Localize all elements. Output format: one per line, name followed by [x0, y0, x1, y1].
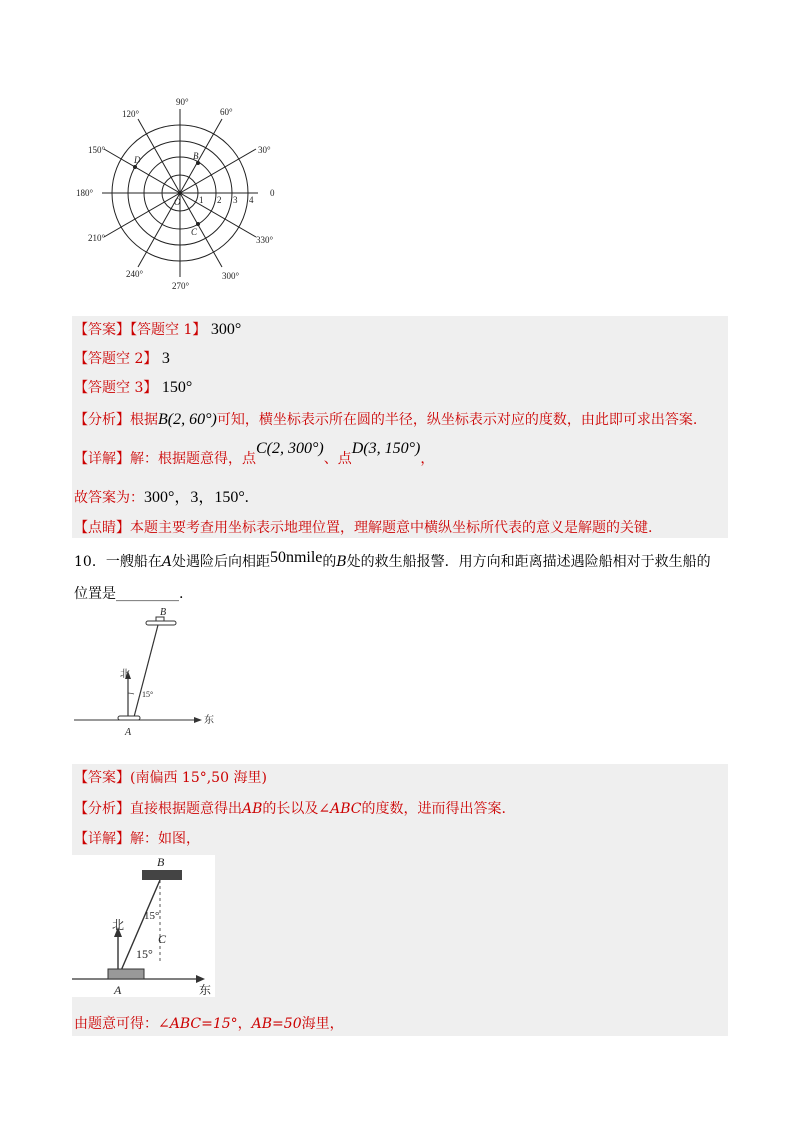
q9-blank3-line	[74, 378, 192, 398]
fig2-label-c: C	[158, 932, 167, 946]
detail-point-c: C(2, 300°)	[256, 440, 324, 457]
fig1-label-east: 东	[204, 715, 214, 726]
q10-point-b: B	[336, 554, 347, 570]
east-arrowhead	[194, 717, 202, 723]
q10-figure-2	[72, 855, 215, 997]
answer-blank: _________	[116, 586, 179, 602]
analysis-tag: 【分析】	[74, 412, 130, 428]
line-ab	[134, 625, 158, 717]
radius-label: 4	[249, 195, 254, 205]
fig2-label-angle1: 15°	[136, 947, 153, 961]
fig1-label-a: A	[125, 727, 132, 738]
detail-text: 解：如图，	[130, 831, 200, 847]
result-sep: ，	[237, 1016, 252, 1032]
result-prefix: 由题意可得：	[74, 1016, 158, 1032]
q10-result-line	[74, 1014, 344, 1034]
q10-figure-1	[70, 605, 220, 740]
answer-value: (南偏西 15°,50 海里)	[130, 770, 267, 786]
analysis-text: 可知，横坐标表示所在圆的半径，纵坐标表示对应的度数，由此即可求出答案.	[216, 412, 698, 428]
fig1-label-angle: 15°	[142, 690, 154, 699]
point-label-d: D	[134, 155, 141, 165]
q10-point-a: A	[161, 554, 172, 570]
q10-question-line1	[74, 549, 711, 572]
q9-blank2-line	[74, 349, 170, 369]
analysis-point-b: B(2, 60°)	[158, 411, 217, 428]
detail-tag: 【详解】	[74, 451, 130, 467]
radius-label: 3	[233, 195, 238, 205]
q10-analysis-line	[74, 799, 506, 819]
q9-detail-line	[74, 440, 435, 469]
angle-label: 270°	[172, 281, 190, 291]
final-value: 300°，3，150°.	[144, 489, 249, 506]
detail-point-d: D(3, 150°)	[351, 440, 421, 457]
angle-label: 240°	[126, 269, 144, 279]
point-b	[196, 161, 200, 165]
analysis-prefix: 根据	[130, 412, 158, 428]
angle-label: 330°	[256, 235, 274, 245]
detail-mid: 、点	[323, 451, 352, 467]
origin-label: O	[174, 197, 181, 207]
radius-label: 1	[199, 195, 204, 205]
final-prefix: 故答案为：	[74, 490, 144, 506]
q10-text: 处的救生船报警．用方向和距离描述遇险船相对于救生船的	[346, 554, 711, 570]
angle-label: 120°	[122, 109, 140, 119]
detail-prefix: 解：根据题意得，点	[130, 451, 256, 467]
q10-text: 的	[322, 554, 337, 570]
angle-label: 150°	[88, 145, 106, 155]
angle-label: 180°	[76, 188, 94, 198]
detail-end: ，	[420, 451, 435, 467]
angle-label: 60°	[220, 107, 233, 117]
blank1-value: 300°	[210, 321, 242, 338]
q10-detail-line	[74, 829, 200, 849]
q9-answer-line	[74, 320, 241, 340]
answer-tag: 【答案】	[74, 322, 130, 338]
ship-b-block	[142, 870, 182, 880]
angle-label: 300°	[222, 271, 240, 281]
fig2-label-b: B	[157, 855, 165, 869]
point-label-c: C	[191, 227, 198, 237]
q10-text: 位置是	[74, 586, 116, 602]
angle-arc	[128, 693, 134, 694]
q10-period: .	[179, 586, 184, 602]
fig1-label-north: 北	[120, 669, 130, 680]
blank3-tag: 【答题空 3】	[74, 380, 158, 396]
q9-comment-line	[74, 518, 652, 538]
blank3-value: 150°	[161, 379, 193, 396]
fig2-label-angle2: 15°	[144, 910, 160, 922]
ship-b-shape	[146, 621, 176, 625]
point-label-b: B	[193, 151, 199, 161]
fig1-label-b: B	[160, 607, 167, 618]
analysis-ab: AB	[242, 801, 263, 817]
result-angle: ∠ABC=15°	[158, 1016, 238, 1032]
angle-label: 210°	[88, 233, 106, 243]
blank2-tag: 【答题空 2】	[74, 351, 158, 367]
q9-analysis-line	[74, 410, 697, 430]
blank1-tag: 【答题空 1】	[130, 322, 207, 338]
fig2-label-east: 东	[199, 983, 212, 997]
polar-coordinate-figure	[70, 95, 290, 295]
q10-question-line2	[74, 584, 183, 604]
analysis-tag: 【分析】	[74, 801, 130, 817]
point-d	[133, 165, 137, 169]
ship-a-block	[108, 969, 144, 979]
analysis-angle: ∠ABC	[318, 801, 362, 817]
result-ab: AB=50	[251, 1016, 302, 1032]
result-text: 海里，	[301, 1016, 344, 1032]
analysis-mid: 的长以及	[262, 801, 319, 817]
detail-tag: 【详解】	[74, 831, 130, 847]
q10-answer-line	[74, 768, 267, 788]
blank2-value: 3	[161, 350, 170, 367]
angle-label: 30°	[258, 145, 271, 155]
answer-tag: 【答案】	[74, 770, 130, 786]
fig2-label-a: A	[114, 983, 122, 997]
ship-a-shape	[118, 716, 140, 720]
fig2-label-north: 北	[112, 918, 125, 932]
comment-tag: 【点睛】	[74, 520, 130, 536]
q10-text: 处遇险后向相距	[171, 554, 270, 570]
analysis-prefix: 直接根据题意得出	[130, 801, 242, 817]
comment-text: 本题主要考查用坐标表示地理位置，理解题意中横纵坐标所代表的意义是解题的关键.	[130, 520, 653, 536]
angle-label: 90°	[176, 97, 189, 107]
q9-final-line	[74, 488, 249, 508]
analysis-text: 的度数，进而得出答案.	[361, 801, 506, 817]
radius-label: 2	[217, 195, 222, 205]
q10-number: 10．一艘船在	[74, 554, 162, 570]
angle-label: 0	[270, 188, 275, 198]
q10-distance: 50nmile	[269, 549, 323, 566]
point-c	[196, 222, 200, 226]
